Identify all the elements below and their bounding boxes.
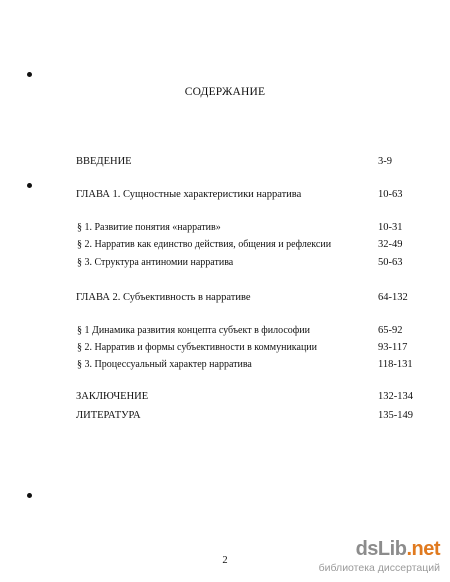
toc-entry-pages: 93-117	[378, 342, 408, 353]
toc-entry-pages: 64-132	[378, 292, 408, 303]
binding-hole-mark	[27, 183, 32, 188]
toc-entry-label: ГЛАВА 2. Субъективность в нарративе	[76, 292, 251, 303]
toc-entry-chapter-1	[0, 189, 450, 203]
toc-entry-conclusion	[0, 391, 450, 405]
toc-entry-introduction	[0, 156, 450, 170]
toc-entry-pages: 132-134	[378, 391, 413, 402]
toc-entry-label: ЗАКЛЮЧЕНИЕ	[76, 391, 149, 402]
toc-entry-pages: 10-63	[378, 189, 403, 200]
toc-entry-pages: 118-131	[378, 359, 413, 370]
toc-entry-literature	[0, 410, 450, 424]
watermark-brand-main: dsLib	[355, 538, 407, 560]
toc-entry-chapter-2	[0, 292, 450, 306]
toc-entry-section-1-1	[0, 222, 450, 236]
toc-entry-label: ГЛАВА 1. Сущностные характеристики нарратива	[76, 189, 302, 200]
toc-entry-label: § 3. Структура антиномии нарратива	[77, 257, 234, 268]
binding-hole-mark	[27, 72, 32, 77]
toc-entry-label: § 3. Процессуальный характер нарратива	[77, 359, 252, 370]
toc-entry-label: ЛИТЕРАТУРА	[76, 410, 141, 421]
binding-hole-mark	[27, 493, 32, 498]
toc-entry-label: § 1 Динамика развития концепта субъект в философии	[77, 325, 310, 336]
toc-entry-label: § 2. Нарратив и формы субъективности в коммуникации	[77, 342, 318, 353]
toc-entry-pages: 3-9	[378, 156, 392, 167]
dslib-watermark	[304, 538, 444, 576]
watermark-brand-suffix: .net	[406, 538, 440, 560]
toc-entry-section-1-3	[0, 257, 450, 271]
toc-entry-pages: 135-149	[378, 410, 413, 421]
toc-entry-label: ВВЕДЕНИЕ	[76, 156, 132, 167]
toc-entry-label: § 1. Развитие понятия «нарратив»	[77, 222, 221, 233]
toc-entry-section-2-1	[0, 325, 450, 339]
watermark-logo	[356, 538, 440, 561]
toc-entry-label: § 2. Нарратив как единство действия, общения и рефлексии	[77, 239, 332, 250]
toc-entry-pages: 32-49	[378, 239, 403, 250]
watermark-subtitle: библиотека диссертаций	[318, 562, 440, 574]
toc-entry-pages: 65-92	[378, 325, 403, 336]
toc-entry-pages: 50-63	[378, 257, 403, 268]
page-number: 2	[222, 555, 228, 566]
toc-entry-section-1-2	[0, 239, 450, 253]
toc-entry-pages: 10-31	[378, 222, 403, 233]
page-title: СОДЕРЖАНИЕ	[184, 86, 266, 98]
toc-entry-section-2-3	[0, 359, 450, 373]
toc-entry-section-2-2	[0, 342, 450, 356]
